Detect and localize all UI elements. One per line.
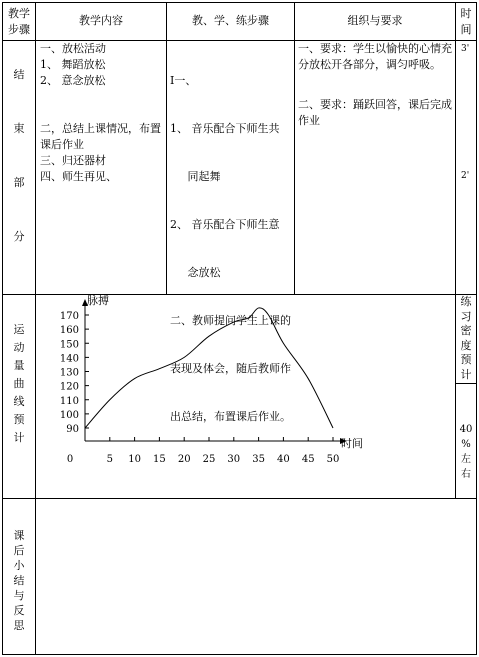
list-item: 2、 意念放松: [40, 74, 106, 87]
list-item: 出总结，布置课后作业。: [170, 410, 291, 423]
density-value-char: 右: [461, 469, 471, 480]
density-label-char: 练: [460, 295, 472, 308]
summary-label: [3, 528, 35, 633]
list-item: [40, 105, 166, 121]
pulse-curve: [85, 308, 333, 428]
curve-label-char: 线: [13, 395, 25, 408]
table-border-top: [2, 2, 477, 3]
y-tick-label: 100: [59, 409, 79, 421]
y-tick-label: 120: [59, 381, 79, 393]
x-tick-label: 50: [326, 454, 340, 465]
list-item: 课后作业: [40, 138, 84, 151]
summary-label-char: 结: [13, 574, 25, 587]
y-tick-label: 110: [59, 395, 79, 407]
list-item: 一、放松活动: [40, 42, 106, 55]
list-item: [298, 73, 455, 89]
x-tick-label: 30: [227, 454, 241, 465]
curve-label-char: 曲: [13, 377, 25, 390]
x-tick-label: 45: [301, 454, 315, 465]
table-border-bottom: [2, 654, 477, 655]
curve-label-char: 计: [13, 431, 25, 444]
list-item: 三、归还器材: [40, 154, 106, 167]
y-tick-label: 160: [59, 325, 79, 337]
density-value-char: 40: [459, 424, 473, 435]
list-item: 作业: [298, 114, 320, 127]
curve-label-char: 量: [13, 359, 25, 372]
density-label: [456, 295, 476, 382]
header-step-label: [3, 6, 35, 38]
list-item: 二，总结上课情况，布置: [40, 122, 161, 135]
summary-label-char: 小: [13, 559, 25, 572]
list-item: [40, 89, 166, 105]
header-time-line1: 时: [460, 7, 472, 20]
end-part-char: 分: [13, 230, 25, 243]
end-content-list: [40, 41, 166, 185]
density-value-char: %: [461, 439, 471, 450]
list-item: 2、 音乐配合下师生意: [170, 218, 280, 231]
col-divider-2: [166, 2, 167, 295]
list-item: [298, 89, 455, 97]
y-tick-label: 90: [66, 424, 79, 435]
density-value-char: 左: [461, 454, 471, 465]
x-tick-label: 5: [106, 454, 113, 465]
end-part-char: 部: [13, 176, 25, 189]
x-tick-label: 35: [252, 454, 265, 465]
exercise-curve-label: [3, 321, 35, 447]
curve-label-char: 运: [13, 323, 25, 336]
list-item: 四、师生再见、: [40, 170, 117, 183]
y-tick-label: 130: [59, 367, 79, 379]
list-item: 二、教师提问学生上课的: [170, 314, 291, 327]
y-axis-label: 脉搏: [87, 295, 109, 307]
density-label-char: 预: [460, 353, 472, 366]
x-tick-label: 20: [177, 454, 191, 465]
density-label-char: 计: [460, 367, 472, 381]
list-item: 1、 舞蹈放松: [40, 58, 106, 71]
end-part-label: [3, 66, 35, 244]
col-divider-3: [294, 2, 295, 295]
summary-label-char: 思: [13, 619, 25, 632]
x-tick-label: 25: [202, 454, 216, 465]
header-steps-label: 教、学、练步骤: [192, 14, 269, 27]
x-axis-label: 时间: [341, 437, 363, 450]
density-label-char: 度: [460, 338, 472, 352]
end-time-2: 2': [461, 171, 470, 181]
summary-label-char: 后: [13, 544, 25, 557]
list-item: 表现及体会，随后教师作: [170, 362, 291, 375]
header-step-line2: 步骤: [8, 23, 30, 36]
end-requirements-list: [298, 41, 455, 129]
table-border-right: [476, 2, 477, 655]
header-time-line2: 间: [460, 23, 472, 36]
y-tick-label: 170: [59, 311, 79, 322]
density-label-char: 密: [460, 324, 472, 337]
list-item: 同起舞: [170, 170, 221, 183]
density-divider: [455, 383, 477, 384]
curve-label-char: 预: [13, 413, 25, 426]
summary-label-char: 反: [13, 604, 25, 617]
end-part-char: 结: [13, 68, 25, 81]
header-requirements-label: 组织与要求: [347, 14, 403, 27]
header-time-label: [456, 6, 476, 38]
list-item: 1、 音乐配合下师生共: [170, 122, 280, 135]
curve-label-char: 动: [13, 341, 25, 354]
origin-label: 0: [66, 454, 74, 465]
pulse-chart: [36, 295, 455, 498]
list-item: 二、要求：踊跃回答，课后完成: [298, 98, 452, 111]
list-item: 念放松: [170, 266, 221, 279]
summary-label-char: 课: [13, 529, 25, 542]
summary-content-area[interactable]: [36, 499, 476, 654]
list-item: 分放松开各部分，调匀呼吸。: [298, 58, 441, 71]
x-tick-label: 15: [153, 454, 166, 465]
density-value: [456, 422, 476, 482]
y-tick-label: 140: [59, 353, 79, 365]
list-item: Ⅰ一、: [170, 74, 197, 87]
x-tick-label: 10: [128, 454, 141, 465]
header-content-label: 教学内容: [79, 14, 123, 27]
summary-label-char: 与: [13, 589, 25, 602]
header-step-line1: 教学: [8, 7, 30, 20]
y-tick-label: 150: [59, 339, 79, 351]
x-tick-label: 40: [277, 454, 290, 465]
list-item: 一、要求：学生以愉快的心情充: [298, 42, 452, 55]
end-part-char: 束: [13, 122, 25, 135]
end-time-1: 3': [461, 44, 470, 54]
density-label-char: 习: [460, 309, 472, 323]
